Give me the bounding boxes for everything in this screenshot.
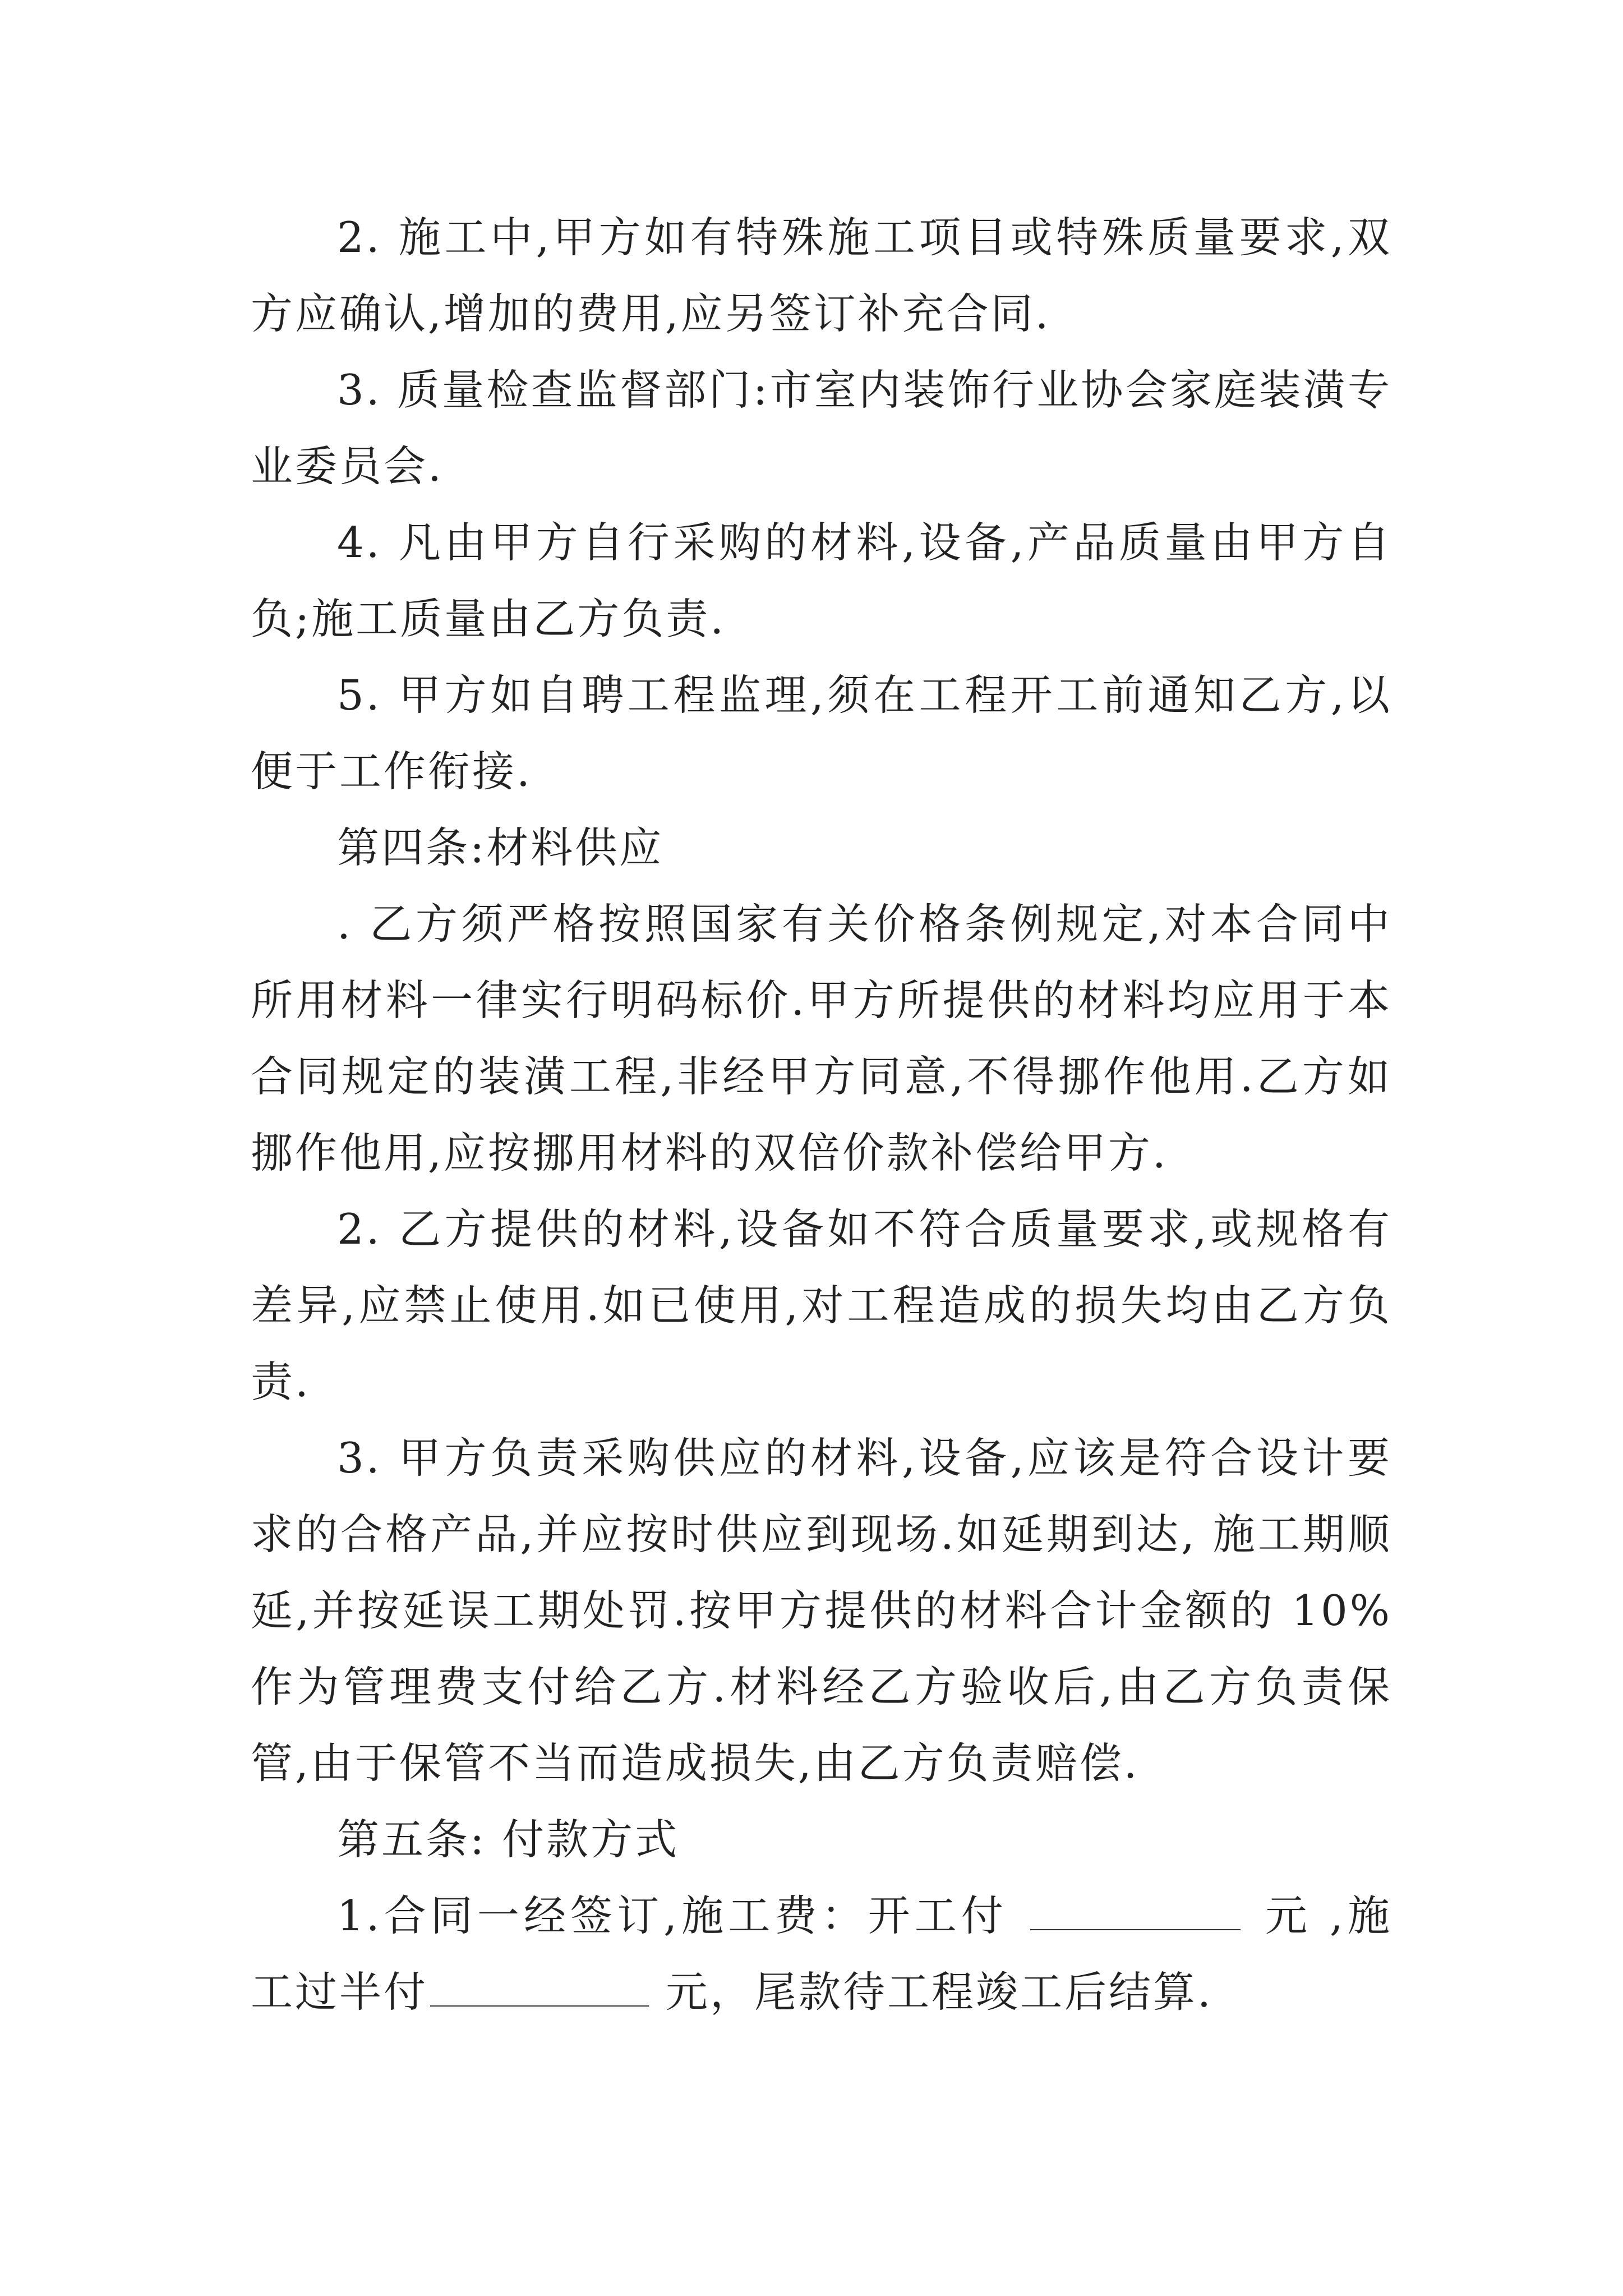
payment-text-middle: 元 ,施工过半付 xyxy=(251,1891,1392,2017)
clause-3-item-3: 3. 质量检查监督部门:市室内装饰行业协会家庭装潢专业委员会. xyxy=(251,365,1392,491)
clause-4-item-3: 3. 甲方负责采购供应的材料,设备,应该是符合设计要求的合格产品,并应按时供应到现场.如延期到达, 施工期顺延,并按延误工期处罚.按甲方提供的材料合计金额的 10%作为管理费支付给乙方.材料经乙方验收后,由乙方负责保管,由于保管不当而造成损失,由乙方负责赔偿. xyxy=(251,1433,1392,1788)
contract-body xyxy=(251,199,1392,2030)
payment-text-end: 元，尾款待工程竣工后结算. xyxy=(666,1967,1213,2017)
payment-text-start: 1.合同一经签订,施工费：开工付 xyxy=(337,1891,1008,1940)
midway-payment-blank[interactable] xyxy=(430,1973,649,2007)
clause-3-item-4: 4. 凡由甲方自行采购的材料,设备,产品质量由甲方自负;施工质量由乙方负责. xyxy=(251,518,1392,643)
clause-4-item-2: 2. 乙方提供的材料,设备如不符合质量要求,或规格有差异,应禁止使用.如已使用,对工程造成的损失均由乙方负责. xyxy=(251,1204,1392,1406)
clause-3-item-2: 2. 施工中,甲方如有特殊施工项目或特殊质量要求,双方应确认,增加的费用,应另签订补充合同. xyxy=(251,213,1392,338)
clause-4-heading: 第四条:材料供应 xyxy=(337,823,664,872)
clause-5-item-1 xyxy=(251,1878,1392,2030)
start-payment-blank[interactable] xyxy=(1030,1897,1241,1930)
clause-4-item-1: . 乙方须严格按照国家有关价格条例规定,对本合同中所用材料一律实行明码标价.甲方所提供的材料均应用于本合同规定的装潢工程,非经甲方同意,不得挪作他用.乙方如挪作他用,应按挪用材料的双倍价款补偿给甲方. xyxy=(251,899,1392,1177)
clause-3-item-5: 5. 甲方如自聘工程监理,须在工程开工前通知乙方,以便于工作衔接. xyxy=(251,670,1392,796)
clause-5-heading: 第五条: 付款方式 xyxy=(337,1815,680,1864)
